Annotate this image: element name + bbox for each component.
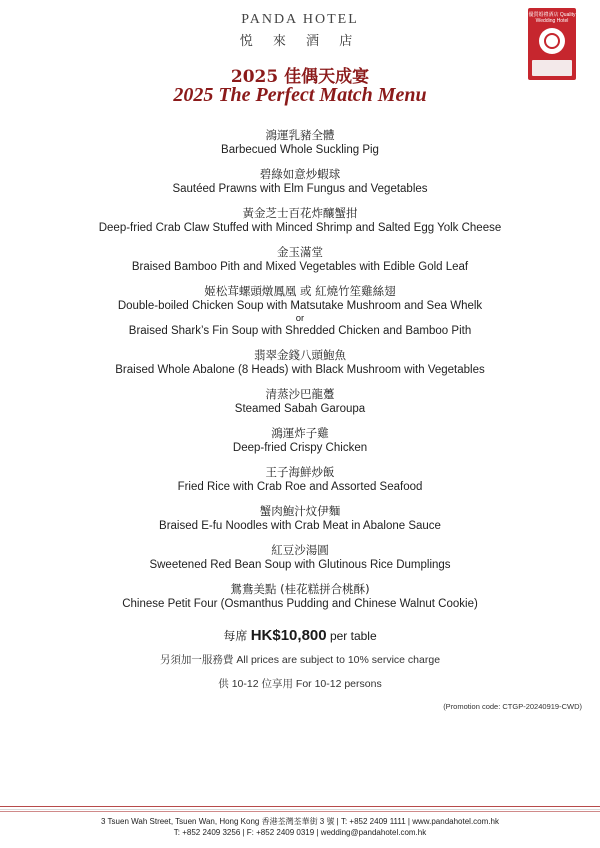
dish-or-separator: or	[295, 313, 305, 324]
price-prefix: 每席	[223, 629, 248, 643]
dish-name-en: Chinese Petit Four (Osmanthus Pudding and Chinese Walnut Cookie)	[122, 598, 478, 610]
logo-name-zh: 悦 來 酒 店	[239, 34, 361, 49]
menu-title-en: 2025 The Perfect Match Menu	[173, 84, 427, 106]
dish-name-zh: 清蒸沙巴龍躉	[265, 387, 335, 401]
dish-name-en: Double-boiled Chicken Soup with Matsutake Mushroom and Sea Whelk	[117, 300, 483, 312]
menu-item	[0, 128, 600, 158]
menu-item	[0, 245, 600, 275]
menu-item	[0, 167, 600, 197]
footer-divider	[0, 806, 600, 807]
dish-name-en: Braised Whole Abalone (8 Heads) with Black Mushroom with Vegetables	[115, 364, 485, 376]
menu-item	[0, 348, 600, 378]
dish-name-zh: 金玉滿堂	[277, 245, 323, 259]
dish-name-zh: 黃金芝士百花炸釀蟹拑	[242, 206, 358, 220]
dish-name-en: Deep-fried Crab Claw Stuffed with Minced Shrimp and Salted Egg Yolk Cheese	[98, 222, 502, 234]
award-seal-icon	[539, 28, 565, 54]
dish-name-zh: 碧綠如意炒蝦球	[259, 167, 341, 181]
price-amount: HK$10,800	[250, 627, 327, 644]
dish-name-zh: 鴻運乳豬全體	[265, 128, 335, 142]
menu-item	[0, 543, 600, 573]
footer	[0, 816, 600, 838]
menu-item	[0, 426, 600, 456]
dish-name-zh: 姬松茸螺頭燉鳳凰 或 紅燒竹笙雞絲翅	[204, 284, 396, 298]
dish-name-en: Braised E-fu Noodles with Crab Meat in Abalone Sauce	[159, 520, 441, 532]
dish-name-zh: 王子海鮮炒飯	[265, 465, 335, 479]
menu-item	[0, 284, 600, 339]
footer-address-line: 3 Tsuen Wah Street, Tsuen Wan, Hong Kong 香港荃灣荃華街 3 號 | T: +852 2409 1111 | www.pandahotel.com.hk	[101, 817, 499, 826]
menu-list	[0, 128, 600, 621]
footer-contact-line: T: +852 2409 3256 | F: +852 2409 0319 | wedding@pandahotel.com.hk	[173, 828, 427, 837]
dish-name-en: Sautéed Prawns with Elm Fungus and Vegetables	[172, 183, 428, 195]
dish-name-zh: 蟹肉鮑汁炆伊麵	[259, 504, 341, 518]
footer-divider	[0, 811, 600, 812]
hotel-logo	[0, 12, 600, 49]
dish-name-zh: 鴻運炸子雞	[271, 426, 329, 440]
menu-item	[0, 465, 600, 495]
dish-name-en: Sweetened Red Bean Soup with Glutinous Rice Dumplings	[149, 559, 451, 571]
price-line	[0, 627, 600, 644]
logo-name-en: PANDA HOTEL	[241, 12, 359, 27]
dish-name-en: Barbecued Whole Suckling Pig	[221, 144, 379, 156]
service-charge-note: 另須加一服務費 All prices are subject to 10% service charge	[159, 654, 441, 666]
promotion-code: (Promotion code: CTGP-20240919-CWD)	[443, 702, 582, 711]
dish-name-en: Braised Bamboo Pith and Mixed Vegetables with Edible Gold Leaf	[131, 261, 469, 273]
price-suffix: per table	[329, 629, 377, 643]
dish-name-en: Deep-fried Crispy Chicken	[232, 442, 368, 454]
award-badge-text: 優質婚禮酒店 Quality Wedding Hotel	[528, 12, 576, 24]
footer-divider	[0, 809, 600, 810]
menu-item	[0, 582, 600, 612]
dish-name-en: Steamed Sabah Garoupa	[234, 403, 366, 415]
menu-item	[0, 206, 600, 236]
dish-name-en-alt: Braised Shark’s Fin Soup with Shredded Chicken and Bamboo Pith	[128, 325, 472, 337]
dish-name-zh: 紅豆沙湯圓	[271, 543, 329, 557]
dish-name-zh: 翡翠金錢八頭鮑魚	[254, 348, 346, 362]
menu-title-zh: 2025 佳偶天成宴	[230, 67, 370, 87]
persons-note: 供 10-12 位享用 For 10-12 persons	[218, 678, 382, 690]
dish-name-en: Fried Rice with Crab Roe and Assorted Seafood	[177, 481, 423, 493]
menu-item	[0, 387, 600, 417]
dish-name-zh: 鴛鴦美點 (桂花糕拼合桃酥)	[230, 582, 370, 596]
menu-item	[0, 504, 600, 534]
